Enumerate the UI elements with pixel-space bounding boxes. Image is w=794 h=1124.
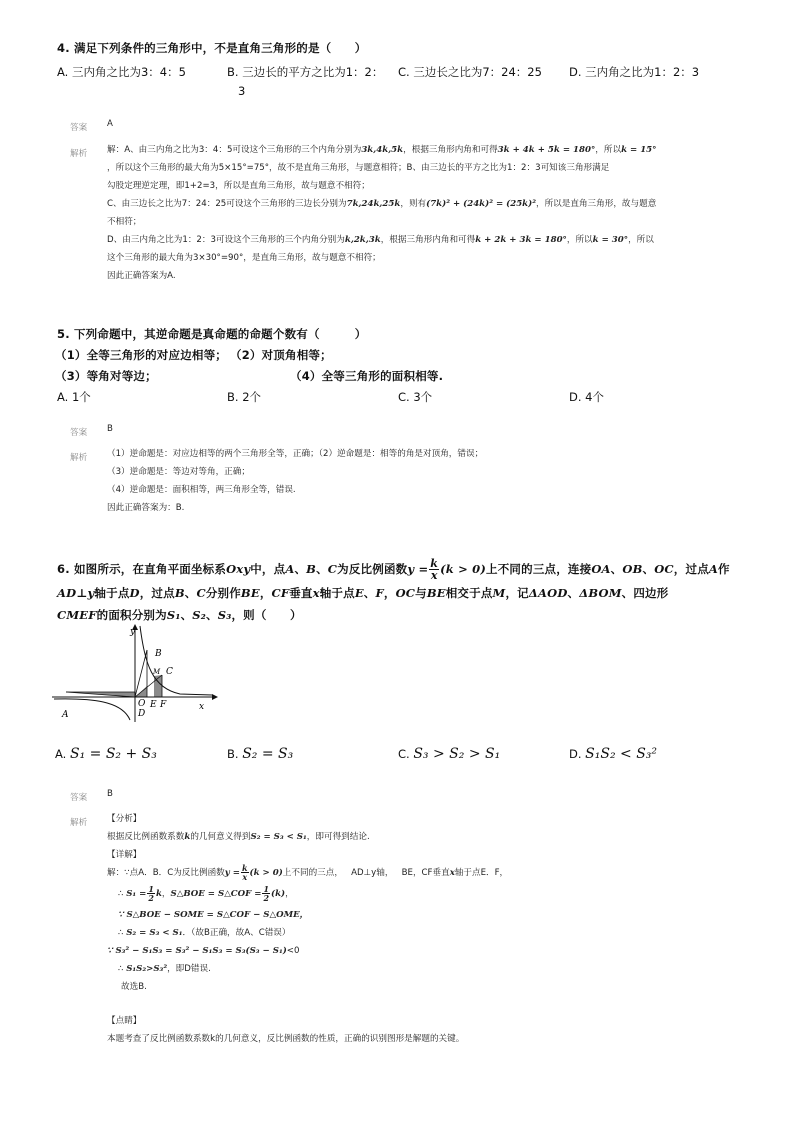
- q5-analysis-line-4: 因此正确答案为：B.: [107, 503, 185, 513]
- hyperbola-figure: [52, 622, 218, 722]
- label-y: y: [130, 627, 136, 637]
- q4-option-d[interactable]: D. 三内角之比为1：2：3: [569, 65, 700, 79]
- q4-analysis-label: 解析: [70, 149, 88, 159]
- q5-option-d[interactable]: D. 4个: [569, 390, 604, 404]
- q4-analysis-line-7: 这个三角形的最大角为3×30°=90°，是直角三角形，故与题意不相符；: [107, 253, 381, 263]
- q4-analysis-line-2: ，所以这个三角形的最大角为5×15°=75°，故不是直角三角形，与题意相符；B、由三边长的平方之比为1：2：3可知该三角形满足: [107, 163, 610, 173]
- q5-option-b[interactable]: B. 2个: [227, 390, 262, 404]
- q6-option-d[interactable]: D. S₁S₂ < S₃²: [569, 746, 658, 762]
- q6-analysis-label: 解析: [70, 818, 88, 828]
- q4-option-a[interactable]: A. 三内角之比为3：4：5: [57, 65, 186, 79]
- q5-item-1: （1）全等三角形的对应边相等；: [55, 348, 227, 362]
- q6-section-detail: 【详解】: [107, 850, 142, 860]
- q6-stem-line-3: CMEF的面积分别为S₁、S₂、S₃，则（ ）: [57, 608, 302, 622]
- label-b: B: [155, 649, 162, 659]
- q6-detail-line-1: 解：∵点A．B．C为反比例函数y = $\frac{k}{x}$ (k > 0)上不同的三点， AD⊥y轴， BE，CF垂直x轴于点E．F，: [107, 863, 509, 882]
- label-o: O: [138, 699, 146, 709]
- q4-option-b[interactable]: B. 三边长的平方之比为1：2：: [227, 65, 384, 79]
- q6-detail-line-4: ∴ S₂ = S₃ < S₁．（故B正确，故A、C错误）: [118, 928, 291, 938]
- q5-item-2: （2）对顶角相等；: [230, 348, 332, 362]
- q6-analysis-line-1: 根据反比例函数系数k的几何意义得到S₂ = S₃ < S₁，即可得到结论.: [107, 832, 370, 842]
- label-e: E: [150, 700, 157, 710]
- q6-section-comment: 【点睛】: [107, 1016, 142, 1026]
- q4-analysis-line-3: 勾股定理逆定理，即1+2=3，所以是直角三角形，故与题意不相符；: [107, 181, 370, 191]
- q5-analysis-line-1: （1）逆命题是：对应边相等的两个三角形全等，正确；（2）逆命题是：相等的角是对顶角，错误；: [107, 449, 484, 459]
- q4-analysis-line-4: C、由三边长之比为7：24：25可设这个三角形的三边长分别为7k,24k,25k，则有(7k)² + (24k)² = (25k)²，所以是直角三角形，故与题意: [107, 199, 657, 209]
- q6-detail-line-2: ∴ S₁ = $\frac{1}{2}$ k，S△BOE = S△COF = $\frac{1}{2}$ (k)，: [118, 884, 294, 903]
- q6-stem-line-1: 6. 如图所示，在直角平面坐标系Oxy中，点A、B、C为反比例函数y = $\frac{k}{x}$ (k > 0)上不同的三点，连接OA、OB、OC，过点A作: [57, 557, 730, 582]
- q4-analysis-line-8: 因此正确答案为A.: [107, 271, 176, 281]
- q6-detail-line-7: 故选B.: [121, 982, 147, 992]
- q6-detail-line-6: ∴ S₁S₂>S₃²，即D错误.: [118, 964, 211, 974]
- q6-comment-line: 本题考查了反比例函数系数k的几何意义，反比例函数的性质，正确的识别图形是解题的关键。: [107, 1034, 465, 1044]
- q6-section-analysis: 【分析】: [107, 814, 142, 824]
- x-axis-arrow: [212, 694, 218, 700]
- q4-option-b-cont: 3: [238, 84, 246, 98]
- q4-stem: 4. 满足下列条件的三角形中，不是直角三角形的是（ ）: [57, 41, 367, 55]
- label-f: F: [160, 700, 167, 710]
- q5-analysis-line-2: （3）逆命题是：等边对等角，正确；: [107, 467, 250, 477]
- q5-item-3: （3）等角对等边；: [55, 369, 157, 383]
- q6-detail-line-5: ∵ S₃² − S₁S₃ = S₃² − S₁S₃ = S₃(S₃ − S₁)<0: [107, 946, 300, 956]
- q6-answer: B: [107, 789, 113, 799]
- label-c: C: [166, 667, 173, 677]
- q6-option-c[interactable]: C. S₃ > S₂ > S₁: [398, 746, 501, 762]
- label-d: D: [138, 709, 146, 719]
- q4-analysis-line-5: 不相符；: [107, 217, 142, 227]
- q5-option-a[interactable]: A. 1个: [57, 390, 91, 404]
- label-m: M: [153, 668, 161, 676]
- q6-answer-label: 答案: [70, 793, 88, 803]
- q5-analysis-line-3: （4）逆命题是：面积相等，两三角形全等，错误.: [107, 485, 296, 495]
- q4-answer-label: 答案: [70, 123, 88, 133]
- hyperbola-branch-1: [140, 626, 212, 695]
- q4-option-c[interactable]: C. 三边长之比为7：24：25: [398, 65, 542, 79]
- q5-stem: 5. 下列命题中，其逆命题是真命题的命题个数有（ ）: [57, 327, 367, 341]
- q6-option-a[interactable]: A. S₁ = S₂ + S₃: [55, 746, 157, 762]
- q4-answer: A: [107, 119, 113, 129]
- label-x: x: [199, 702, 205, 712]
- label-a: A: [62, 710, 69, 720]
- q5-option-c[interactable]: C. 3个: [398, 390, 433, 404]
- q6-stem-line-2: AD⊥y轴于点D，过点B、C分别作BE，CF垂直x轴于点E、F，OC与BE相交于点M，记ΔAOD、ΔBOM、四边形: [57, 586, 669, 600]
- q5-analysis-label: 解析: [70, 453, 88, 463]
- q5-answer-label: 答案: [70, 428, 88, 438]
- q4-analysis-line-6: D、由三内角之比为1：2：3可设这个三角形的三个内角分别为k,2k,3k，根据三角形内角和可得k + 2k + 3k = 180°，所以k = 30°，所以: [107, 235, 654, 245]
- q6-detail-line-3: ∵ S△BOE − SOME = S△COF − S△OME，: [118, 910, 309, 920]
- q4-analysis-line-1: 解：A、由三内角之比为3：4：5可设这个三角形的三个内角分别为3k,4k,5k，根据三角形内角和可得3k + 4k + 5k = 180°，所以k = 15°: [107, 145, 657, 155]
- q6-option-b[interactable]: B. S₂ = S₃: [227, 746, 294, 762]
- q5-answer: B: [107, 424, 113, 434]
- q5-item-4: （4）全等三角形的面积相等.: [290, 369, 444, 383]
